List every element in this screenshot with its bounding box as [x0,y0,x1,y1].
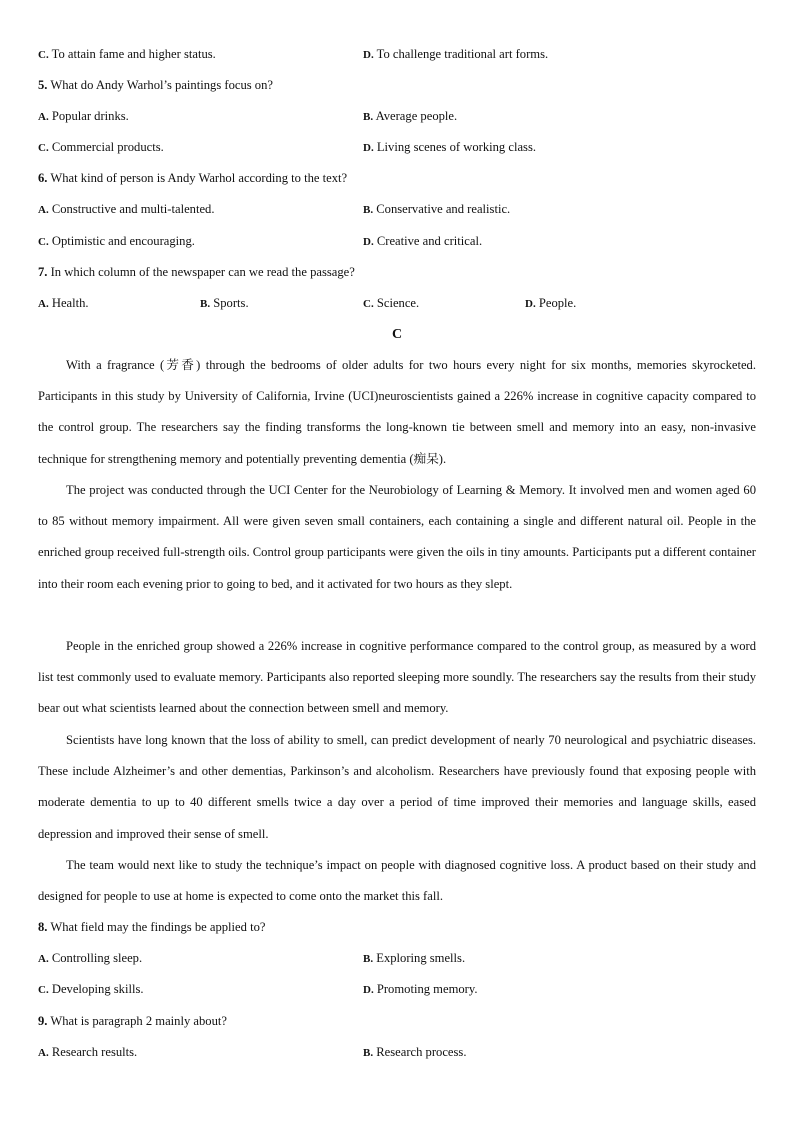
option-letter: C. [38,142,49,154]
option-text: Optimistic and encouraging. [51,234,195,248]
question-number: 9. [38,1014,48,1028]
option-letter: D. [525,298,536,310]
option-text: Developing skills. [51,982,144,996]
question-6-stem [38,170,347,186]
q4-option-c[interactable] [38,46,216,63]
option-text: Average people. [375,109,458,123]
option-text: People. [538,296,577,310]
passage-paragraph-1: With a fragrance (芳香) through the bedrooms of older adults for two hours every night for six months, memories skyrocketed. Participants in this study by University of California, Irvine (UCI)neuroscientists gained a 226% increase in cognitive capacity compared to the control group. The researchers say the finding transforms the long-known tie between smell and memory into an easy, non-invasive technique for strengthening memory and potentially preventing dementia (痴呆). [38,358,756,466]
q9-option-b[interactable] [363,1044,466,1061]
option-text: Promoting memory. [376,982,478,996]
q8-option-d[interactable] [363,981,478,998]
option-text: Research process. [376,1045,467,1059]
option-letter: A. [38,111,49,123]
question-text: In which column of the newspaper can we read the passage? [50,265,355,279]
option-text: To challenge traditional art forms. [376,47,549,61]
question-text: What field may the findings be applied to? [50,920,266,934]
q9-option-a[interactable] [38,1044,137,1061]
option-text: Commercial products. [51,140,164,154]
q6-option-d[interactable] [363,233,482,250]
passage-paragraph-5: The team would next like to study the technique’s impact on people with diagnosed cognitive loss. A product based on their study and designed for people to use at home is expected to come onto the market this fall. [38,858,756,904]
q6-option-c[interactable] [38,233,195,250]
q7-option-a[interactable] [38,295,89,312]
option-text: Living scenes of working class. [376,140,536,154]
option-letter: B. [363,204,374,216]
q7-option-d[interactable] [525,295,576,312]
option-letter: B. [363,111,374,123]
question-number: 7. [38,265,48,279]
option-text: Science. [376,296,420,310]
passage-paragraph-2: The project was conducted through the UCI Center for the Neurobiology of Learning & Memory. It involved men and women aged 60 to 85 without memory impairment. All were given seven small containers, each containing a single and different natural oil. People in the enriched group received full-strength oils. Control group participants were given the oils in tiny amounts. Participants put a different container into their room each evening prior to going to bed, and it activated for two hours as they slept. [38,483,756,591]
option-text: Health. [51,296,89,310]
option-letter: A. [38,953,49,965]
option-text: Exploring smells. [376,951,466,965]
passage-paragraph-3: People in the enriched group showed a 226% increase in cognitive performance compared to the control group, as measured by a word list test commonly used to evaluate memory. Participants also reported sleeping more soundly. The researchers say the results from their study bear out what scientists learned about the connection between smell and memory. [38,639,756,716]
question-7-stem [38,264,355,280]
q8-option-b[interactable] [363,950,465,967]
q8-option-c[interactable] [38,981,144,998]
option-text: Creative and critical. [376,234,483,248]
option-letter: B. [363,1047,374,1059]
option-letter: D. [363,236,374,248]
q4-option-d[interactable] [363,46,548,63]
q5-option-d[interactable] [363,139,536,156]
question-5-stem [38,77,273,93]
q7-option-c[interactable] [363,295,419,312]
option-letter: B. [363,953,374,965]
question-number: 6. [38,171,48,185]
question-text: What is paragraph 2 mainly about? [50,1014,227,1028]
option-letter: C. [363,298,374,310]
question-number: 5. [38,78,48,92]
passage-paragraph-4: Scientists have long known that the loss of ability to smell, can predict development of nearly 70 neurological and psychiatric diseases. These include Alzheimer’s and other dementias, Parkinson’s and alcoholism. Researchers have previously found that exposing people with moderate dementia to up to 40 different smells twice a day over a period of time improved their memories and language skills, eased depression and improved their sense of smell. [38,733,756,841]
section-title: C [391,327,403,342]
option-letter: C. [38,236,49,248]
option-letter: A. [38,204,49,216]
option-text: Constructive and multi-talented. [51,202,215,216]
option-letter: B. [200,298,211,310]
option-text: Conservative and realistic. [376,202,511,216]
q5-option-b[interactable] [363,108,457,125]
option-letter: A. [38,1047,49,1059]
q6-option-b[interactable] [363,201,510,218]
option-letter: C. [38,49,49,61]
option-text: Popular drinks. [51,109,129,123]
q8-option-a[interactable] [38,950,142,967]
q5-option-c[interactable] [38,139,164,156]
option-letter: D. [363,142,374,154]
question-9-stem [38,1013,227,1029]
q7-option-b[interactable] [200,295,249,312]
option-text: Research results. [51,1045,138,1059]
q6-option-a[interactable] [38,201,215,218]
option-text: Sports. [213,296,249,310]
option-text: To attain fame and higher status. [51,47,216,61]
option-letter: A. [38,298,49,310]
option-letter: D. [363,49,374,61]
option-letter: C. [38,984,49,996]
question-text: What kind of person is Andy Warhol according to the text? [50,171,348,185]
question-8-stem [38,919,265,935]
q5-option-a[interactable] [38,108,129,125]
option-letter: D. [363,984,374,996]
question-number: 8. [38,920,48,934]
question-text: What do Andy Warhol’s paintings focus on? [50,78,273,92]
option-text: Controlling sleep. [51,951,143,965]
